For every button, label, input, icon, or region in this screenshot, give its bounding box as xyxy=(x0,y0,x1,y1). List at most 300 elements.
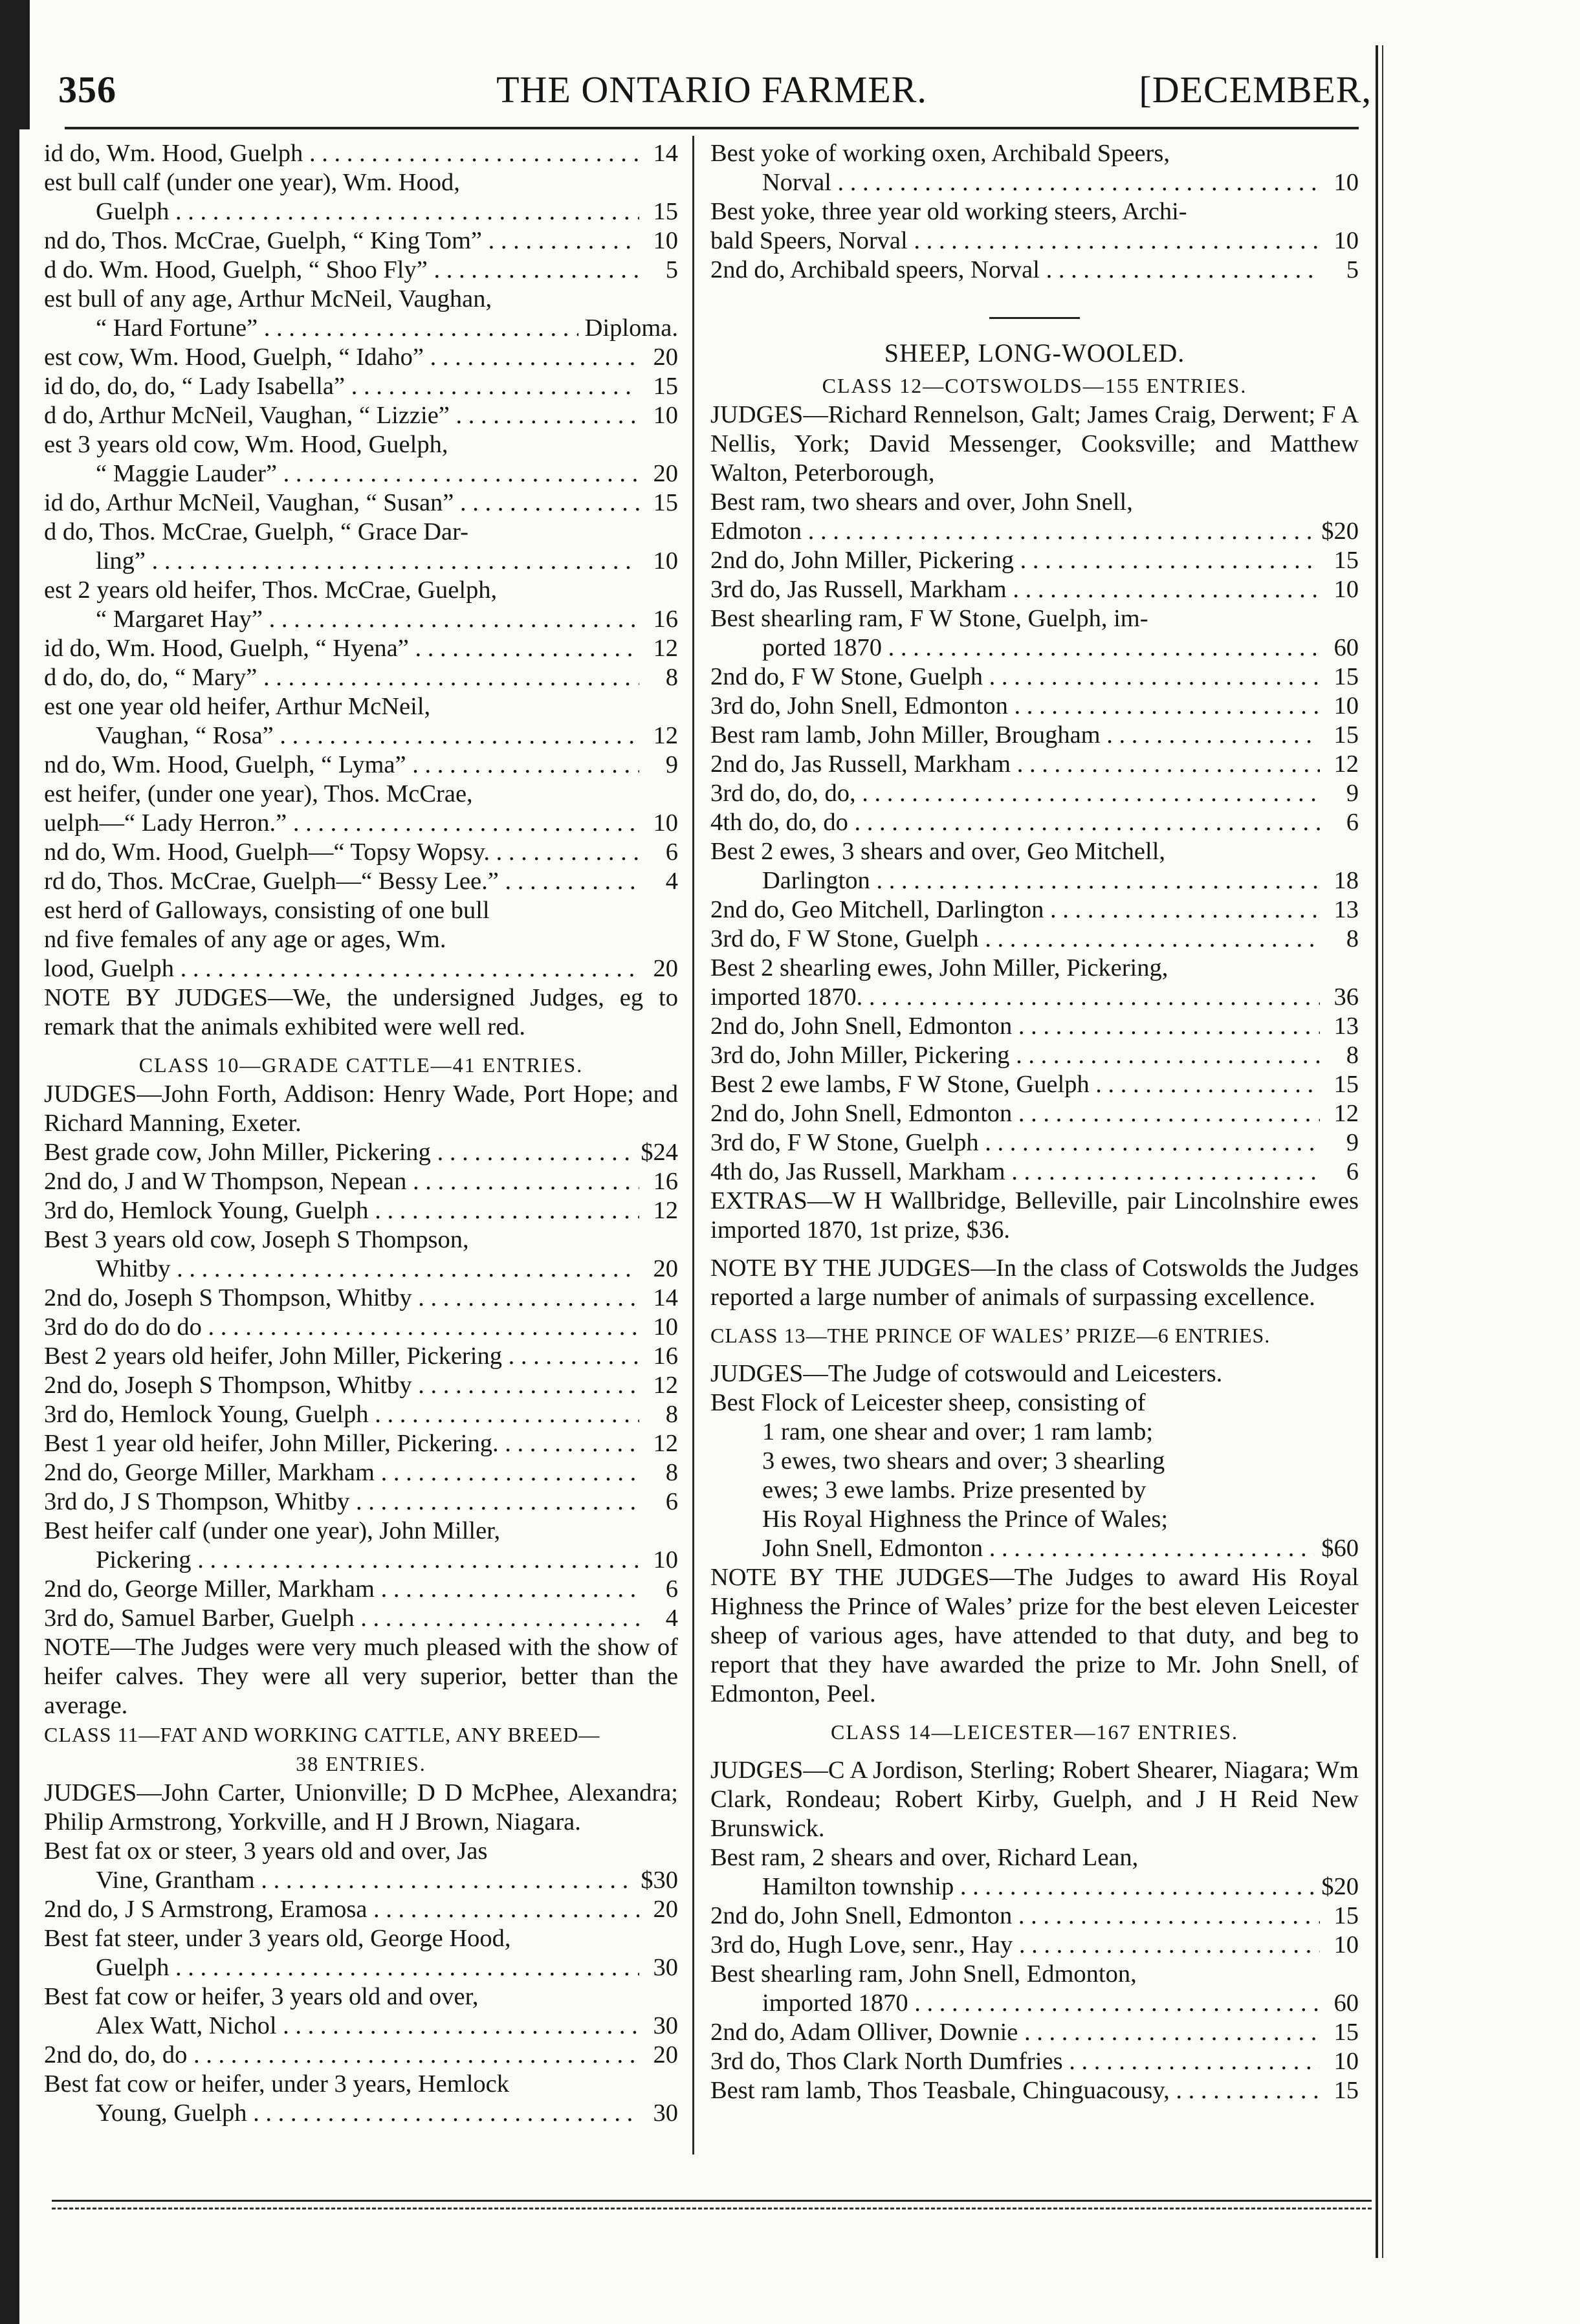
prize-entry-text: d do, Arthur McNeil, Vaughan, “ Lizzie” . . . xyxy=(44,401,639,430)
footer-rule-dashed xyxy=(52,2208,1372,2209)
prize-entry-amount: 10 xyxy=(653,1313,678,1341)
class-14-judges: JUDGES—C A Jordison, Sterling; Robert Shearer, Niagara; Wm Clark, Rondeau; Robert Kirby, Guelph, and J H Reid New Brunswick. xyxy=(710,1757,1359,1842)
prize-entry-amount: $20 xyxy=(1321,1873,1359,1900)
prize-entry xyxy=(710,1989,1359,2018)
prize-entry-amount: 60 xyxy=(1333,1990,1359,2017)
prize-list-class-11 xyxy=(44,1837,678,2128)
prize-entry xyxy=(710,954,1359,983)
prize-entry-text: Whitby . . . xyxy=(96,1255,639,1284)
prize-entry xyxy=(44,1342,678,1371)
prize-list-class-10 xyxy=(44,1138,678,1633)
prize-entry xyxy=(44,372,678,401)
prize-entry-amount: 12 xyxy=(1333,1100,1359,1127)
prize-entry xyxy=(44,1313,678,1342)
prize-entry-amount: 15 xyxy=(1333,2019,1359,2046)
page-binding-edge-notch xyxy=(19,0,30,129)
prize-entry xyxy=(44,751,678,780)
prize-entry xyxy=(44,401,678,430)
prize-entry-text: Best fat steer, under 3 years old, George Hood, xyxy=(44,1925,511,1952)
prize-entry-amount: Diploma. xyxy=(584,314,678,342)
prize-entry-text: 2nd do, John Snell, Edmonton . . . xyxy=(710,1099,1320,1128)
prize-entry-text: “ Maggie Lauder” . . . xyxy=(96,459,639,488)
prize-entry xyxy=(44,605,678,634)
prize-entry-amount: 15 xyxy=(1333,663,1359,690)
prize-entry-amount: 10 xyxy=(1333,1931,1359,1958)
prize-entry-text: Best ram, two shears and over, John Snell, xyxy=(710,488,1133,516)
prize-entry-text: 3rd do, Samuel Barber, Guelph . . . xyxy=(44,1604,639,1633)
prize-entry xyxy=(44,896,678,925)
prize-entry xyxy=(44,954,678,983)
prize-entry-text: 3rd do, John Miller, Pickering . . . xyxy=(710,1041,1320,1070)
prize-entry-text: Pickering . . . xyxy=(96,1546,639,1575)
note-judges-galloways: NOTE BY JUDGES—We, the undersigned Judges, eg to remark that the animals exhibited were well red. xyxy=(44,984,678,1040)
prize-entry xyxy=(44,1138,678,1167)
prize-entry-text: ling” . . . xyxy=(96,547,639,576)
class-11-heading: CLASS 11—FAT AND WORKING CATTLE, ANY BREED— xyxy=(44,1723,600,1746)
prize-entry-text: nd five females of any age or ages, Wm. xyxy=(44,926,446,953)
prize-entry-amount: 6 xyxy=(665,1488,678,1515)
prize-entry-text: Vaughan, “ Rosa” . . . xyxy=(96,721,639,751)
prize-entry xyxy=(710,1931,1359,1960)
prize-entry-text: Best fat cow or heifer, under 3 years, Hemlock xyxy=(44,2070,509,2098)
prize-entry-text: Guelph . . . xyxy=(96,1953,639,1982)
page-frame-rule-right-inner xyxy=(1382,45,1383,2258)
prize-entry-amount: 13 xyxy=(1333,1013,1359,1040)
prize-entry xyxy=(44,1196,678,1225)
prize-entry xyxy=(710,546,1359,575)
prize-entry-text: Young, Guelph . . . xyxy=(96,2099,639,2128)
prize-entry xyxy=(44,576,678,605)
prize-entry xyxy=(710,517,1359,546)
prize-entry-text: 2nd do, J and W Thompson, Nepean . . . xyxy=(44,1167,639,1196)
prize-entry-amount: 12 xyxy=(653,1430,678,1457)
prize-entry xyxy=(44,925,678,954)
prize-entry-amount: 15 xyxy=(1333,721,1359,749)
class-12-judges: JUDGES—Richard Rennelson, Galt; James Craig, Derwent; F A Nellis, York; David Messenger, Cooksville; and Matthew Walton, Peterborough, xyxy=(710,401,1359,487)
prize-entry-amount: 4 xyxy=(665,868,678,895)
prize-entry-text: est herd of Galloways, consisting of one bull xyxy=(44,897,490,924)
prize-entry-text: 2nd do, Archibald speers, Norval . . . xyxy=(710,256,1320,285)
right-column xyxy=(710,139,1359,2105)
prize-entry xyxy=(710,750,1359,779)
prize-entry-text: 3rd do, Thos Clark North Dumfries . . . xyxy=(710,2047,1320,2076)
prize-entry xyxy=(710,633,1359,663)
prize-entry-amount: $30 xyxy=(641,1867,678,1894)
prize-entry xyxy=(44,1284,678,1313)
prize-entry-amount: 10 xyxy=(653,227,678,254)
prize-entry xyxy=(44,518,678,547)
prize-entry xyxy=(710,779,1359,808)
prize-entry-text: 2nd do, George Miller, Markham . . . xyxy=(44,1458,639,1487)
prize-entry-amount: 16 xyxy=(653,606,678,633)
prize-entry xyxy=(44,809,678,838)
prize-entry-text: Best ram lamb, Thos Teasbale, Chinguacousy, . . . xyxy=(710,2076,1320,2105)
prize-entry xyxy=(710,1128,1359,1157)
prize-entry-text: est one year old heifer, Arthur McNeil, xyxy=(44,693,431,720)
prize-entry-text: d do, Thos. McCrae, Guelph, “ Grace Dar- xyxy=(44,518,469,545)
prize-entry-amount: 5 xyxy=(1346,256,1359,283)
prize-entry-text: Best fat ox or steer, 3 years old and over, Jas xyxy=(44,1837,488,1865)
prize-entry xyxy=(710,1012,1359,1041)
prize-entry-text: Best 2 years old heifer, John Miller, Pickering . . . xyxy=(44,1342,639,1371)
prize-entry-amount: 14 xyxy=(653,140,678,167)
prize-entry xyxy=(710,808,1359,837)
prize-entry-amount: 6 xyxy=(665,839,678,866)
publication-title: THE ONTARIO FARMER. xyxy=(496,69,927,111)
prize-entry xyxy=(44,1458,678,1487)
prize-entry-text: Best Flock of Leicester sheep, consisting of xyxy=(710,1389,1146,1416)
prize-entry-text: Best yoke of working oxen, Archibald Speers, xyxy=(710,140,1170,167)
prize-entry-amount: 18 xyxy=(1333,867,1359,894)
prize-entry-text: His Royal Highness the Prince of Wales; xyxy=(762,1506,1169,1533)
prize-entry xyxy=(44,168,678,197)
prize-list-class-12 xyxy=(710,488,1359,1187)
prize-entry-amount: 8 xyxy=(665,1401,678,1428)
prize-entry-amount: $20 xyxy=(1321,518,1359,545)
class-12-heading: CLASS 12—COTSWOLDS—155 ENTRIES. xyxy=(822,374,1247,397)
note-cotswolds: NOTE BY THE JUDGES—In the class of Cotswolds the Judges reported a large number of animals of surpassing excellence. xyxy=(710,1255,1359,1311)
prize-entry-amount: 8 xyxy=(665,664,678,691)
prize-entry-text: Best 2 ewes, 3 shears and over, Geo Mitchell, xyxy=(710,838,1166,865)
prize-entry xyxy=(710,1960,1359,1989)
prize-entry-text: 2nd do, F W Stone, Guelph . . . xyxy=(710,663,1320,692)
prize-entry xyxy=(44,1167,678,1196)
prize-entry xyxy=(44,343,678,372)
prize-entry-text: 3rd do, Hugh Love, senr., Hay . . . xyxy=(710,1931,1320,1960)
page-frame-rule-right xyxy=(1376,45,1378,2258)
prize-entry-text: Vine, Grantham . . . xyxy=(96,1866,634,1895)
prize-entry-amount: 8 xyxy=(1346,925,1359,952)
prize-entry xyxy=(44,2041,678,2070)
prize-entry-amount: 10 xyxy=(1333,692,1359,719)
header-rule xyxy=(65,127,1359,129)
prize-entry-amount: 20 xyxy=(653,1255,678,1282)
prize-entry xyxy=(710,663,1359,692)
prize-entry xyxy=(44,692,678,721)
prize-entry xyxy=(44,721,678,751)
prize-entry xyxy=(44,1924,678,1953)
prize-entry xyxy=(44,285,678,314)
prize-entry xyxy=(44,1255,678,1284)
prize-entry-amount: 14 xyxy=(653,1284,678,1311)
prize-entry-amount: $24 xyxy=(641,1139,678,1166)
prize-entry xyxy=(44,838,678,867)
prize-entry-amount: 15 xyxy=(1333,2077,1359,2104)
prize-entry-text: “ Margaret Hay” . . . xyxy=(96,605,639,634)
prize-entry-text: nd do, Wm. Hood, Guelph—“ Topsy Wopsy. . . . xyxy=(44,838,639,867)
prize-entry-text: Best ram, 2 shears and over, Richard Lean, xyxy=(710,1844,1139,1871)
prize-entry xyxy=(710,2047,1359,2076)
prize-entry-text: “ Hard Fortune” . . . xyxy=(96,314,578,343)
prize-list-class-14 xyxy=(710,1843,1359,2105)
prize-entry-text: d do. Wm. Hood, Guelph, “ Shoo Fly” . . . xyxy=(44,256,639,285)
prize-entry-text: 2nd do, J S Armstrong, Eramosa . . . xyxy=(44,1895,639,1924)
prize-entry-text: Best shearling ram, John Snell, Edmonton, xyxy=(710,1960,1137,1988)
prize-entry xyxy=(710,1505,1359,1534)
prize-entry xyxy=(710,1070,1359,1099)
prize-entry-text: Best 1 year old heifer, John Miller, Pickering. . . . xyxy=(44,1429,639,1458)
prize-entry xyxy=(710,197,1359,226)
prize-entry-amount: 15 xyxy=(653,373,678,400)
page-number: 356 xyxy=(58,69,116,111)
prize-entry xyxy=(710,1872,1359,1902)
prize-entry-text: 3rd do, Hemlock Young, Guelph . . . xyxy=(44,1400,639,1429)
page-header xyxy=(52,61,1372,126)
prize-entry-text: d do, do, do, “ Mary” . . . xyxy=(44,663,639,692)
prize-entry-text: Guelph . . . xyxy=(96,197,639,226)
prize-entry xyxy=(710,1041,1359,1070)
prize-entry-text: Edmoton . . . xyxy=(710,517,1315,546)
prize-entry xyxy=(710,721,1359,750)
prize-entry-amount: 10 xyxy=(1333,2048,1359,2075)
prize-entry-text: est 2 years old heifer, Thos. McCrae, Guelph, xyxy=(44,576,498,604)
prize-entry-amount: 15 xyxy=(1333,1071,1359,1098)
prize-entry xyxy=(44,1371,678,1400)
prize-entry xyxy=(44,488,678,518)
prize-entry xyxy=(44,780,678,809)
prize-entry-text: uelph—“ Lady Herron.” . . . xyxy=(44,809,639,838)
prize-entry xyxy=(710,1843,1359,1872)
prize-entry-amount: 15 xyxy=(653,198,678,225)
prize-entry-amount: 9 xyxy=(1346,1129,1359,1156)
prize-entry xyxy=(44,663,678,692)
prize-entry xyxy=(44,459,678,488)
prize-entry-text: Best fat cow or heifer, 3 years old and over, xyxy=(44,1983,479,2010)
prize-entry-text: ewes; 3 ewe lambs. Prize presented by xyxy=(762,1476,1147,1504)
prize-entry-amount: 12 xyxy=(1333,751,1359,778)
prize-entry-amount: 9 xyxy=(665,751,678,778)
prize-entry-amount: 60 xyxy=(1333,634,1359,661)
prize-entry-text: 3rd do, Hemlock Young, Guelph . . . xyxy=(44,1196,639,1225)
issue-month: [DECEMBER, xyxy=(1139,69,1372,111)
prize-entry-text: id do, Arthur McNeil, Vaughan, “ Susan” . . . xyxy=(44,488,639,518)
prize-entry-text: Norval . . . xyxy=(762,168,1320,197)
prize-entry xyxy=(44,1517,678,1546)
prize-entry xyxy=(710,837,1359,866)
prize-entry xyxy=(44,314,678,343)
class-11-judges: JUDGES—John Carter, Unionville; D D McPhee, Alexandra; Philip Armstrong, Yorkville, and H J Brown, Niagara. xyxy=(44,1779,678,1836)
prize-entry xyxy=(710,488,1359,517)
prize-entry-text: id do, Wm. Hood, Guelph, “ Hyena” . . . xyxy=(44,634,639,663)
prize-entry xyxy=(44,2012,678,2041)
prize-entry xyxy=(44,1982,678,2012)
prize-entry-text: John Snell, Edmonton . . . xyxy=(762,1534,1315,1563)
prize-entry xyxy=(44,1953,678,1982)
prize-entry xyxy=(44,634,678,663)
prize-entry-amount: $60 xyxy=(1321,1535,1359,1562)
prize-entry xyxy=(44,547,678,576)
prize-entry-amount: 20 xyxy=(653,344,678,371)
prize-entry-amount: 12 xyxy=(653,1197,678,1224)
prize-entry xyxy=(710,983,1359,1012)
column-divider xyxy=(692,136,694,2154)
prize-entry-text: est cow, Wm. Hood, Guelph, “ Idaho” . . . xyxy=(44,343,639,372)
prize-entry-amount: 5 xyxy=(665,256,678,283)
prize-entry xyxy=(44,1429,678,1458)
prize-entry xyxy=(44,226,678,256)
prize-entry-text: 3rd do, Jas Russell, Markham . . . xyxy=(710,575,1320,604)
prize-entry-text: 2nd do, do, do . . . xyxy=(44,2041,639,2070)
prize-entry-text: 3rd do do do do . . . xyxy=(44,1313,639,1342)
prize-entry-text: 1 ram, one shear and over; 1 ram lamb; xyxy=(762,1418,1154,1445)
prize-entry-text: nd do, Wm. Hood, Guelph, “ Lyma” . . . xyxy=(44,751,639,780)
prize-entry xyxy=(44,1837,678,1866)
prize-entry-text: 3rd do, J S Thompson, Whitby . . . xyxy=(44,1487,639,1517)
prize-entry xyxy=(44,1866,678,1895)
class-14-heading: CLASS 14—LEICESTER—167 ENTRIES. xyxy=(830,1720,1238,1744)
prize-entry xyxy=(710,692,1359,721)
prize-entry-text: Best grade cow, John Miller, Pickering . . . xyxy=(44,1138,634,1167)
prize-entry xyxy=(710,1902,1359,1931)
prize-entry xyxy=(710,226,1359,256)
prize-entry-text: ported 1870 . . . xyxy=(762,633,1320,663)
prize-entry-text: 2nd do, Geo Mitchell, Darlington . . . xyxy=(710,895,1320,925)
prize-entry xyxy=(44,1546,678,1575)
page-binding-edge xyxy=(0,0,19,2324)
prize-entry xyxy=(710,2018,1359,2047)
prize-entry-amount: 10 xyxy=(653,402,678,429)
prize-list-class-13 xyxy=(710,1388,1359,1563)
prize-entry-text: 3rd do, F W Stone, Guelph . . . xyxy=(710,925,1320,954)
class-10-heading: CLASS 10—GRADE CATTLE—41 ENTRIES. xyxy=(138,1053,584,1077)
prize-entry-text: lood, Guelph . . . xyxy=(44,954,639,983)
prize-entry xyxy=(44,1575,678,1604)
prize-entry-text: Best shearling ram, F W Stone, Guelph, im- xyxy=(710,605,1148,632)
prize-entry-text: Best 2 shearling ewes, John Miller, Pickering, xyxy=(710,954,1169,981)
note-heifer-calves: NOTE—The Judges were very much pleased with the show of heifer calves. They were all very superior, better than the average. xyxy=(44,1634,678,1719)
prize-entry xyxy=(710,925,1359,954)
prize-entry-text: 2nd do, Joseph S Thompson, Whitby . . . xyxy=(44,1371,639,1400)
prize-entry-amount: 8 xyxy=(665,1459,678,1486)
prize-entry xyxy=(710,1476,1359,1505)
prize-entry-amount: 15 xyxy=(1333,1902,1359,1929)
prize-entry-amount: 10 xyxy=(1333,169,1359,196)
prize-entry-amount: 10 xyxy=(1333,227,1359,254)
prize-entry-text: est 3 years old cow, Wm. Hood, Guelph, xyxy=(44,431,448,458)
prize-entry-amount: 12 xyxy=(653,722,678,749)
prize-entry xyxy=(710,866,1359,895)
prize-entry xyxy=(710,1534,1359,1563)
prize-entry xyxy=(710,1157,1359,1187)
prize-entry-text: Best heifer calf (under one year), John Miller, xyxy=(44,1517,501,1544)
prize-entry-amount: 9 xyxy=(1346,780,1359,807)
prize-entry-text: 4th do, do, do . . . xyxy=(710,808,1320,837)
prize-entry-text: id do, Wm. Hood, Guelph . . . xyxy=(44,139,639,168)
class-13-heading: CLASS 13—THE PRINCE OF WALES’ PRIZE—6 ENTRIES. xyxy=(710,1324,1271,1347)
prize-entry xyxy=(710,604,1359,633)
section-separator xyxy=(989,317,1080,319)
prize-entry-amount: 8 xyxy=(1346,1042,1359,1069)
prize-entry xyxy=(44,1225,678,1255)
prize-entry xyxy=(710,1447,1359,1476)
prize-entry-text: 2nd do, John Snell, Edmonton . . . xyxy=(710,1902,1320,1931)
prize-entry-amount: 10 xyxy=(653,809,678,837)
note-prince-of-wales-prize: NOTE BY THE JUDGES—The Judges to award His Royal Highness the Prince of Wales’ prize for the best eleven Leicester sheep of various ages, have attended to that duty, and beg to report that they have awarded the prize to Mr. John Snell, of Edmonton, Peel. xyxy=(710,1564,1359,1707)
prize-entry-text: id do, do, do, “ Lady Isabella” . . . xyxy=(44,372,639,401)
prize-entry-text: est heifer, (under one year), Thos. McCrae, xyxy=(44,780,473,807)
prize-list-working-oxen xyxy=(710,139,1359,285)
prize-entry xyxy=(710,1099,1359,1128)
left-column xyxy=(44,139,678,2128)
prize-entry xyxy=(44,1487,678,1517)
prize-entry-text: est bull calf (under one year), Wm. Hood, xyxy=(44,169,460,196)
prize-entry-amount: 6 xyxy=(665,1575,678,1603)
prize-entry-text: Best 2 ewe lambs, F W Stone, Guelph . . . xyxy=(710,1070,1320,1099)
prize-entry xyxy=(44,197,678,226)
prize-entry-text: Darlington . . . xyxy=(762,866,1320,895)
prize-entry-amount: 20 xyxy=(653,2041,678,2068)
prize-entry-text: imported 1870 . . . xyxy=(762,1989,1320,2018)
prize-entry-amount: 6 xyxy=(1346,1158,1359,1185)
prize-entry-text: Best yoke, three year old working steers, Archi- xyxy=(710,198,1187,225)
prize-entry xyxy=(710,895,1359,925)
prize-list-cattle-continued xyxy=(44,139,678,983)
prize-entry-text: 2nd do, John Miller, Pickering . . . xyxy=(710,546,1320,575)
prize-entry-amount: 10 xyxy=(1333,576,1359,603)
prize-entry xyxy=(44,139,678,168)
prize-entry xyxy=(710,168,1359,197)
prize-entry-amount: 15 xyxy=(1333,547,1359,574)
prize-entry-amount: 20 xyxy=(653,1896,678,1923)
sheep-section-heading: SHEEP, LONG-WOOLED. xyxy=(884,338,1185,367)
prize-entry-text: rd do, Thos. McCrae, Guelph—“ Bessy Lee.” . . . xyxy=(44,867,639,896)
prize-entry-text: 3rd do, John Snell, Edmonton . . . xyxy=(710,692,1320,721)
prize-entry-amount: 30 xyxy=(653,1954,678,1981)
prize-entry xyxy=(710,139,1359,168)
prize-entry xyxy=(44,2099,678,2128)
prize-entry xyxy=(44,1400,678,1429)
class-10-judges: JUDGES—John Forth, Addison: Henry Wade, Port Hope; and Richard Manning, Exeter. xyxy=(44,1080,678,1137)
class-11-entries-count: 38 ENTRIES. xyxy=(296,1752,426,1775)
prize-entry-text: Hamilton township . . . xyxy=(762,1872,1315,1902)
prize-entry-text: imported 1870. . . . xyxy=(710,983,1320,1012)
prize-entry-text: bald Speers, Norval . . . xyxy=(710,226,1320,256)
prize-entry-amount: 12 xyxy=(653,635,678,662)
prize-entry-text: 4th do, Jas Russell, Markham . . . xyxy=(710,1157,1320,1187)
prize-entry-text: 2nd do, George Miller, Markham . . . xyxy=(44,1575,639,1604)
prize-entry-text: 2nd do, John Snell, Edmonton . . . xyxy=(710,1012,1320,1041)
prize-entry xyxy=(44,256,678,285)
prize-entry xyxy=(44,430,678,459)
prize-entry-amount: 10 xyxy=(653,1546,678,1573)
prize-entry-amount: 10 xyxy=(653,547,678,575)
prize-entry-text: 3rd do, F W Stone, Guelph . . . xyxy=(710,1128,1320,1157)
prize-entry xyxy=(44,867,678,896)
prize-entry-amount: 15 xyxy=(653,489,678,516)
prize-entry-amount: 20 xyxy=(653,460,678,487)
prize-entry-text: 3rd do, do, do, . . . xyxy=(710,779,1320,808)
prize-entry xyxy=(710,1418,1359,1447)
prize-entry-amount: 30 xyxy=(653,2012,678,2039)
prize-entry xyxy=(710,256,1359,285)
prize-entry-text: Best ram lamb, John Miller, Brougham . . . xyxy=(710,721,1320,750)
prize-entry xyxy=(710,575,1359,604)
prize-entry-text: Alex Watt, Nichol . . . xyxy=(96,2012,639,2041)
prize-entry-amount: 16 xyxy=(653,1168,678,1195)
class-13-judges: JUDGES—The Judge of cotswould and Leicesters. xyxy=(710,1360,1223,1387)
prize-entry xyxy=(44,2070,678,2099)
prize-entry-amount: 6 xyxy=(1346,809,1359,836)
prize-entry-text: 2nd do, Jas Russell, Markham . . . xyxy=(710,750,1320,779)
prize-entry-amount: 16 xyxy=(653,1343,678,1370)
prize-entry-amount: 36 xyxy=(1333,983,1359,1011)
footer-rule xyxy=(52,2200,1372,2202)
prize-entry-text: est bull of any age, Arthur McNeil, Vaughan, xyxy=(44,285,492,312)
prize-entry-amount: 30 xyxy=(653,2099,678,2127)
prize-entry-amount: 12 xyxy=(653,1372,678,1399)
prize-entry xyxy=(44,1895,678,1924)
prize-entry-text: nd do, Thos. McCrae, Guelph, “ King Tom” . . . xyxy=(44,226,639,256)
